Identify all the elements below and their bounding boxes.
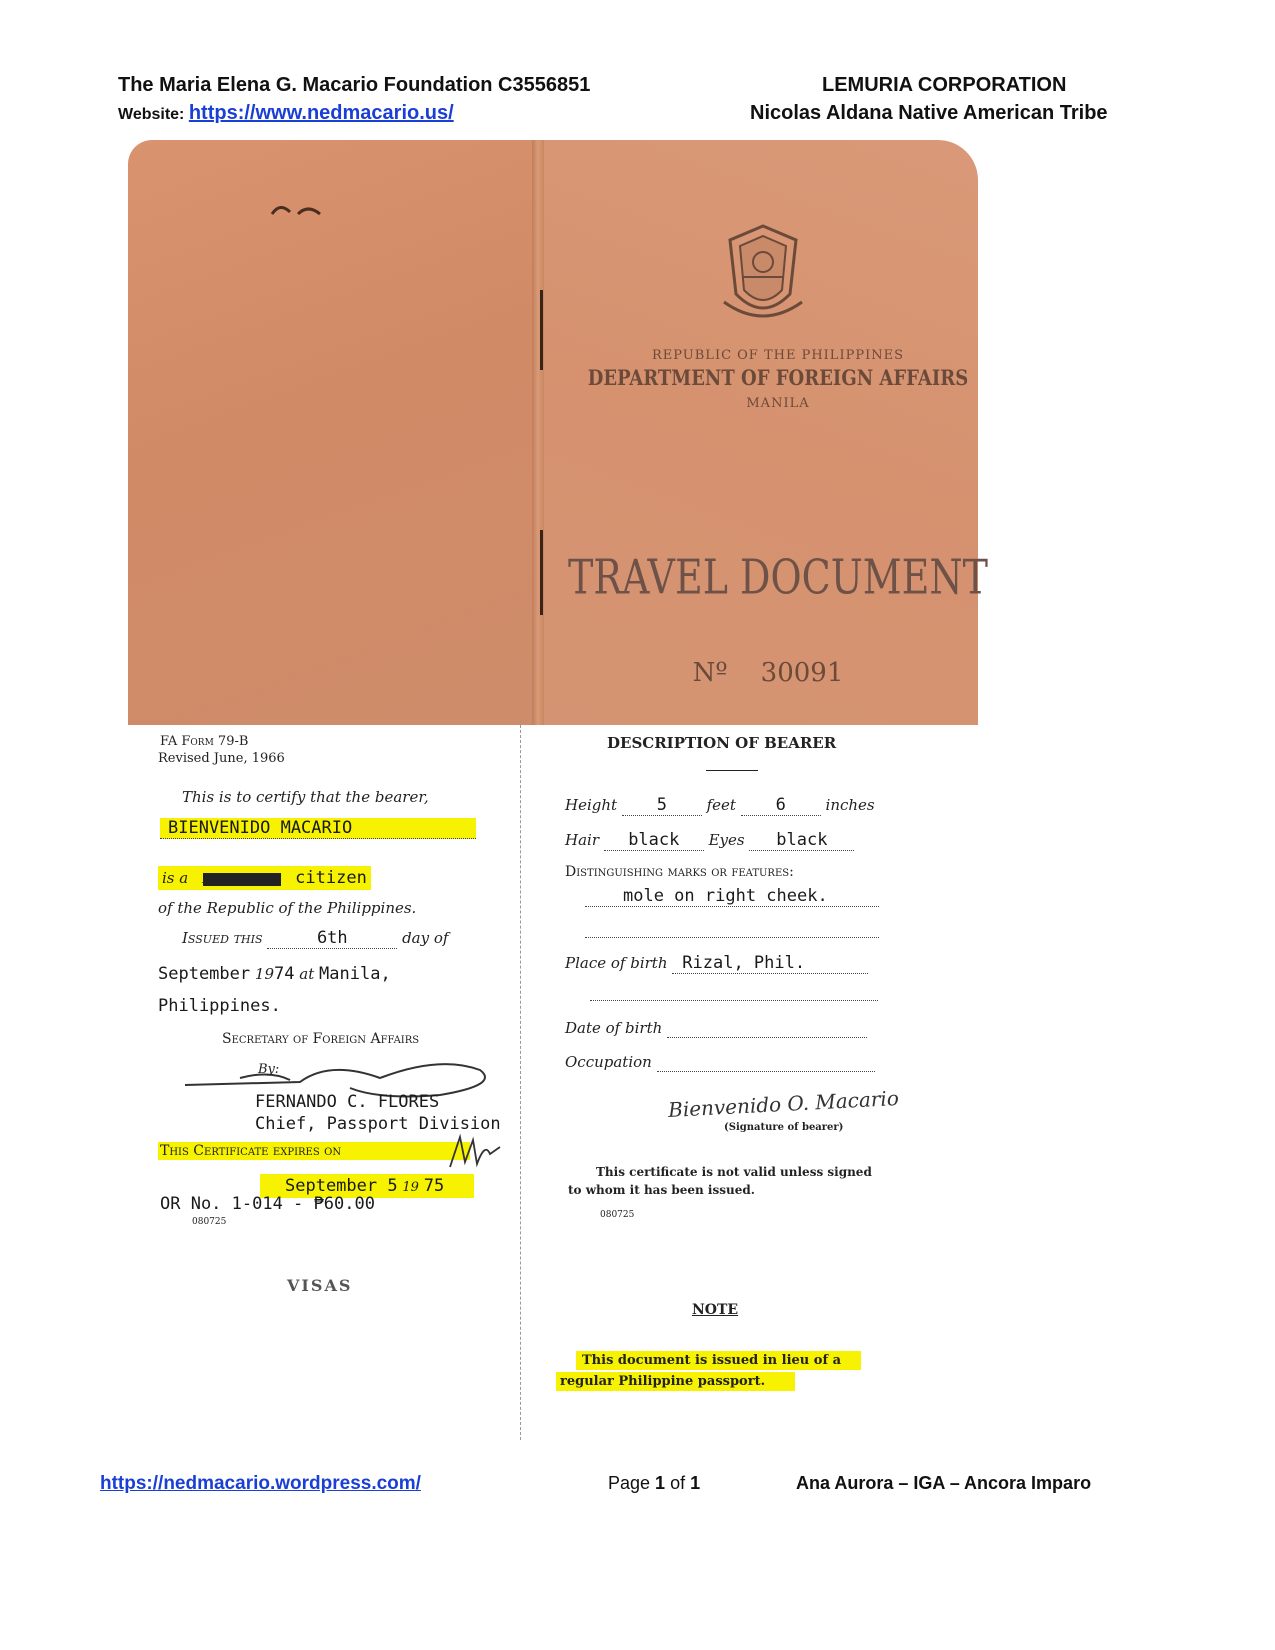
note-heading: NOTE (692, 1302, 739, 1318)
is-a-label: is a (162, 869, 189, 887)
left-page-code: 080725 (192, 1217, 227, 1227)
officer-title: Chief, Passport Division (255, 1114, 501, 1134)
expiry-year-prefix: 19 (402, 1180, 419, 1195)
cover-republic: REPUBLIC OF THE PHILIPPINES (652, 348, 904, 363)
expiry-year: 75 (423, 1176, 445, 1196)
republic-text: of the Republic of the Philippines. (158, 899, 417, 917)
page-number: 1 (655, 1473, 666, 1493)
occupation-line (565, 1053, 875, 1072)
year-prefix: 19 (254, 965, 274, 983)
bearer-name-line (160, 818, 476, 839)
expiry-date: September 5 (285, 1176, 398, 1196)
description-heading: DESCRIPTION OF BEARER (607, 734, 837, 752)
hair-label: Hair (565, 831, 599, 849)
secretary-title: Secretary of Foreign Affairs (222, 1031, 420, 1047)
birthplace-blank-line (590, 1000, 878, 1001)
form-number: FA Form 79-B (160, 734, 249, 749)
marks-label: Distinguishing marks or features: (565, 864, 794, 880)
at-label: at (299, 965, 315, 983)
marks-blank-line (585, 937, 879, 938)
bearer-name: BIENVENIDO MACARIO (160, 818, 476, 839)
marks-line (585, 886, 879, 907)
issue-year: 74 (274, 964, 295, 984)
citizenship-line (158, 866, 371, 890)
by-label: By: (258, 1062, 280, 1077)
passport-cover (128, 140, 988, 725)
height-label: Height (565, 796, 618, 814)
cover-dents-mark (268, 202, 328, 218)
spine-stitch (540, 530, 543, 615)
website-link[interactable]: https://www.nedmacario.us/ (188, 102, 454, 124)
page-total: 1 (690, 1473, 701, 1493)
header-tribe-name: Nicolas Aldana Native American Tribe (750, 102, 1108, 124)
eye-color: black (749, 830, 854, 851)
page-prefix: Page (608, 1473, 656, 1493)
height-feet: 5 (622, 795, 702, 816)
birthplace: Rizal, Phil. (672, 953, 868, 974)
redacted-nationality: XXXXXXXXXX (202, 873, 281, 886)
birthplace-line (565, 953, 868, 974)
distinguishing-marks: mole on right cheek. (585, 886, 879, 907)
dob-label: Date of birth (565, 1019, 663, 1037)
cover-title: TRAVEL DOCUMENT (568, 549, 988, 605)
height-line (565, 795, 875, 816)
validity-line2: to whom it has been issued. (568, 1183, 755, 1197)
visas-heading: VISAS (287, 1276, 353, 1295)
issued-line (182, 928, 448, 949)
official-receipt: OR No. 1-014 - ₱60.00 (160, 1194, 375, 1214)
form-revised: Revised June, 1966 (158, 751, 285, 766)
height-inches: 6 (741, 795, 821, 816)
note-line1: This document is issued in lieu of a (576, 1351, 861, 1370)
header-corp-name: LEMURIA CORPORATION (822, 74, 1067, 96)
validity-line1: This certificate is not valid unless signed (596, 1165, 872, 1179)
heading-ornament (706, 770, 758, 771)
hair-color: black (604, 830, 704, 851)
right-page-code: 080725 (600, 1210, 635, 1220)
page-fold-line (520, 720, 521, 1440)
philippine-seal-icon (718, 222, 808, 332)
hair-eyes-line (565, 830, 854, 851)
header-org-name: The Maria Elena G. Macario Foundation C3556851 (118, 74, 591, 96)
footer-credit: Ana Aurora – IGA – Ancora Imparo (796, 1473, 1092, 1493)
footer-blog (100, 1473, 421, 1495)
day-of-label: day of (402, 929, 449, 947)
page-of: of (665, 1473, 691, 1493)
blog-link[interactable]: https://nedmacario.wordpress.com/ (100, 1473, 421, 1494)
issue-month: September (158, 964, 251, 984)
expires-label: This Certificate expires on (158, 1142, 470, 1160)
header-website (118, 102, 454, 125)
initials-mark (445, 1132, 505, 1172)
feet-label: feet (706, 796, 736, 814)
number-label: Nº (692, 658, 728, 688)
cover-department: DEPARTMENT OF FOREIGN AFFAIRS (587, 365, 969, 392)
issued-day: 6th (267, 928, 397, 949)
issue-place: Manila, (319, 964, 391, 984)
birthplace-label: Place of birth (565, 954, 668, 972)
cover-city: MANILA (746, 396, 810, 411)
eyes-label: Eyes (708, 831, 745, 849)
certify-text: This is to certify that the bearer, (182, 788, 429, 806)
citizen-word: citizen (295, 868, 367, 888)
cover-back-panel (128, 140, 538, 725)
dob-line (565, 1019, 867, 1038)
spine-stitch (540, 290, 543, 370)
bearer-signature: Bienvenido O. Macario (667, 1085, 900, 1123)
issued-label: Issued this (182, 929, 263, 947)
note-line2: regular Philippine passport. (556, 1372, 795, 1391)
document-number: 30091 (760, 658, 844, 688)
cover-spine (532, 140, 544, 725)
cover-number (618, 658, 918, 688)
page-indicator (608, 1473, 700, 1494)
officer-name: FERNANDO C. FLORES (255, 1092, 440, 1112)
issue-date-line (158, 964, 391, 984)
website-label: Website: (118, 106, 189, 123)
inches-label: inches (825, 796, 875, 814)
issue-country: Philippines. (158, 996, 281, 1016)
occupation-label: Occupation (565, 1053, 652, 1071)
signature-label: (Signature of bearer) (724, 1122, 844, 1133)
